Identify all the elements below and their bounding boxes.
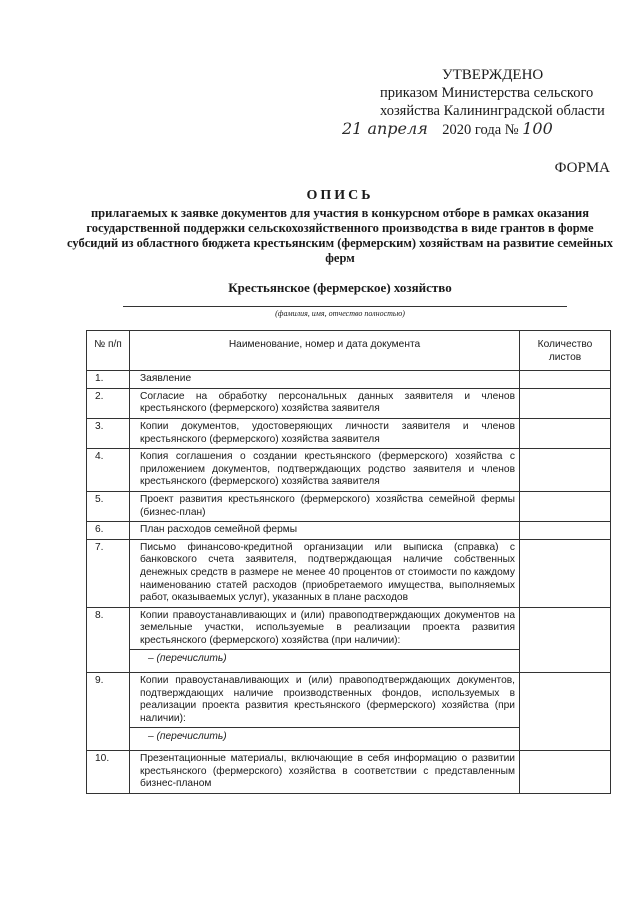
- handwritten-date: 21 апреля: [342, 119, 428, 138]
- title-subtitle: прилагаемых к заявке документов для участия в конкурсном отборе в рамках оказания государственной поддержки сельскохозяйственного производства в виде грантов в форме субсидий из областного бюджета крестьянским (фермерским) хозяйствам на развитие семейных ферм: [67, 206, 613, 265]
- row-document: Согласие на обработку персональных данных заявителя и членов крестьянского (фермерского) хозяйства заявителя: [130, 388, 520, 418]
- table-row: [87, 522, 611, 540]
- documents-table: [86, 330, 611, 794]
- table-header-row: [87, 331, 611, 371]
- row-document: Заявление: [130, 371, 520, 389]
- row-document: Копии документов, удостоверяющих личности заявителя и членов крестьянского (фермерского) хозяйства заявителя: [130, 418, 520, 448]
- header-sheets: Количество листов: [520, 331, 611, 371]
- row-document: План расходов семейной фермы: [130, 522, 520, 540]
- row-sheets: [520, 491, 611, 521]
- row-sheets: [520, 418, 611, 448]
- table-row: [87, 491, 611, 521]
- approval-heading: УТВЕРЖДЕНО: [442, 67, 544, 83]
- row-sheets: [520, 673, 611, 751]
- header-number: № п/п: [87, 331, 130, 371]
- year-text: 2020 года №: [442, 122, 519, 138]
- row-number: 3.: [87, 418, 130, 448]
- row-sheets: [520, 751, 611, 794]
- row-sheets: [520, 371, 611, 389]
- table-row: [87, 607, 611, 672]
- row-number: 4.: [87, 449, 130, 492]
- row-sheets: [520, 522, 611, 540]
- row-document: Копия соглашения о создании крестьянского (фермерского) хозяйства с приложением документов, подтверждающих родство заявителя и членов крестьянского (фермерского) хозяйства заявителя: [130, 449, 520, 492]
- table-row: [87, 388, 611, 418]
- table-row: [87, 539, 611, 607]
- title-main: ОПИСЬ: [306, 188, 374, 203]
- row-document-cell: [130, 673, 520, 751]
- approval-date-line: [342, 120, 553, 139]
- header-document: Наименование, номер и дата документа: [130, 331, 520, 371]
- row-number: 7.: [87, 539, 130, 607]
- row-number: 6.: [87, 522, 130, 540]
- row-number: 5.: [87, 491, 130, 521]
- row-number: 8.: [87, 607, 130, 672]
- table-row: [87, 418, 611, 448]
- form-label: ФОРМА: [554, 160, 610, 176]
- handwritten-number: 100: [522, 119, 553, 138]
- approval-block: [342, 66, 630, 138]
- row-document: Копии правоустанавливающих и (или) правоподтверждающих документов, подтверждающих наличие производственных фондов, используемых в реализации проекта развития крестьянского (фермерского) хозяйства (при наличии):: [140, 675, 515, 724]
- farm-heading: Крестьянское (фермерское) хозяйство: [228, 280, 452, 295]
- name-underline: [123, 306, 567, 307]
- table-row: [87, 371, 611, 389]
- row-document: Письмо финансово-кредитной организации или выписка (справка) с банковского счета заявителя, подтверждающая наличие собственных денежных средств в размере не менее 40 процентов от стоимости по каждому наименованию статей расходов (приобретаемого имущества, выполняемых работ, оказываемых услуг), указанных в плане расходов: [130, 539, 520, 607]
- row-sublist: – (перечислить): [130, 727, 519, 748]
- row-number: 9.: [87, 673, 130, 751]
- row-number: 2.: [87, 388, 130, 418]
- document-title: [60, 188, 620, 266]
- approval-line-1: приказом Министерства сельского: [380, 85, 594, 101]
- row-document: Копии правоустанавливающих и (или) правоподтверждающих документов на земельные участки, используемые в реализации проекта развития крестьянского (фермерского) хозяйства (при наличии):: [140, 609, 515, 646]
- row-sheets: [520, 539, 611, 607]
- table-row: [87, 449, 611, 492]
- row-sheets: [520, 388, 611, 418]
- row-sheets: [520, 449, 611, 492]
- row-document-cell: [130, 607, 520, 672]
- approval-line-2: хозяйства Калининградской области: [380, 103, 605, 119]
- row-number: 1.: [87, 371, 130, 389]
- row-document: Проект развития крестьянского (фермерского) хозяйства семейной фермы (бизнес-план): [130, 491, 520, 521]
- table-row: [87, 673, 611, 751]
- name-caption: (фамилия, имя, отчество полностью): [275, 309, 405, 318]
- row-number: 10.: [87, 751, 130, 794]
- table-row: [87, 751, 611, 794]
- row-sublist: – (перечислить): [130, 649, 519, 670]
- row-document: Презентационные материалы, включающие в себя информацию о развитии крестьянского (фермерского) хозяйства в соответствии с представленным бизнес-планом: [130, 751, 520, 794]
- row-sheets: [520, 607, 611, 672]
